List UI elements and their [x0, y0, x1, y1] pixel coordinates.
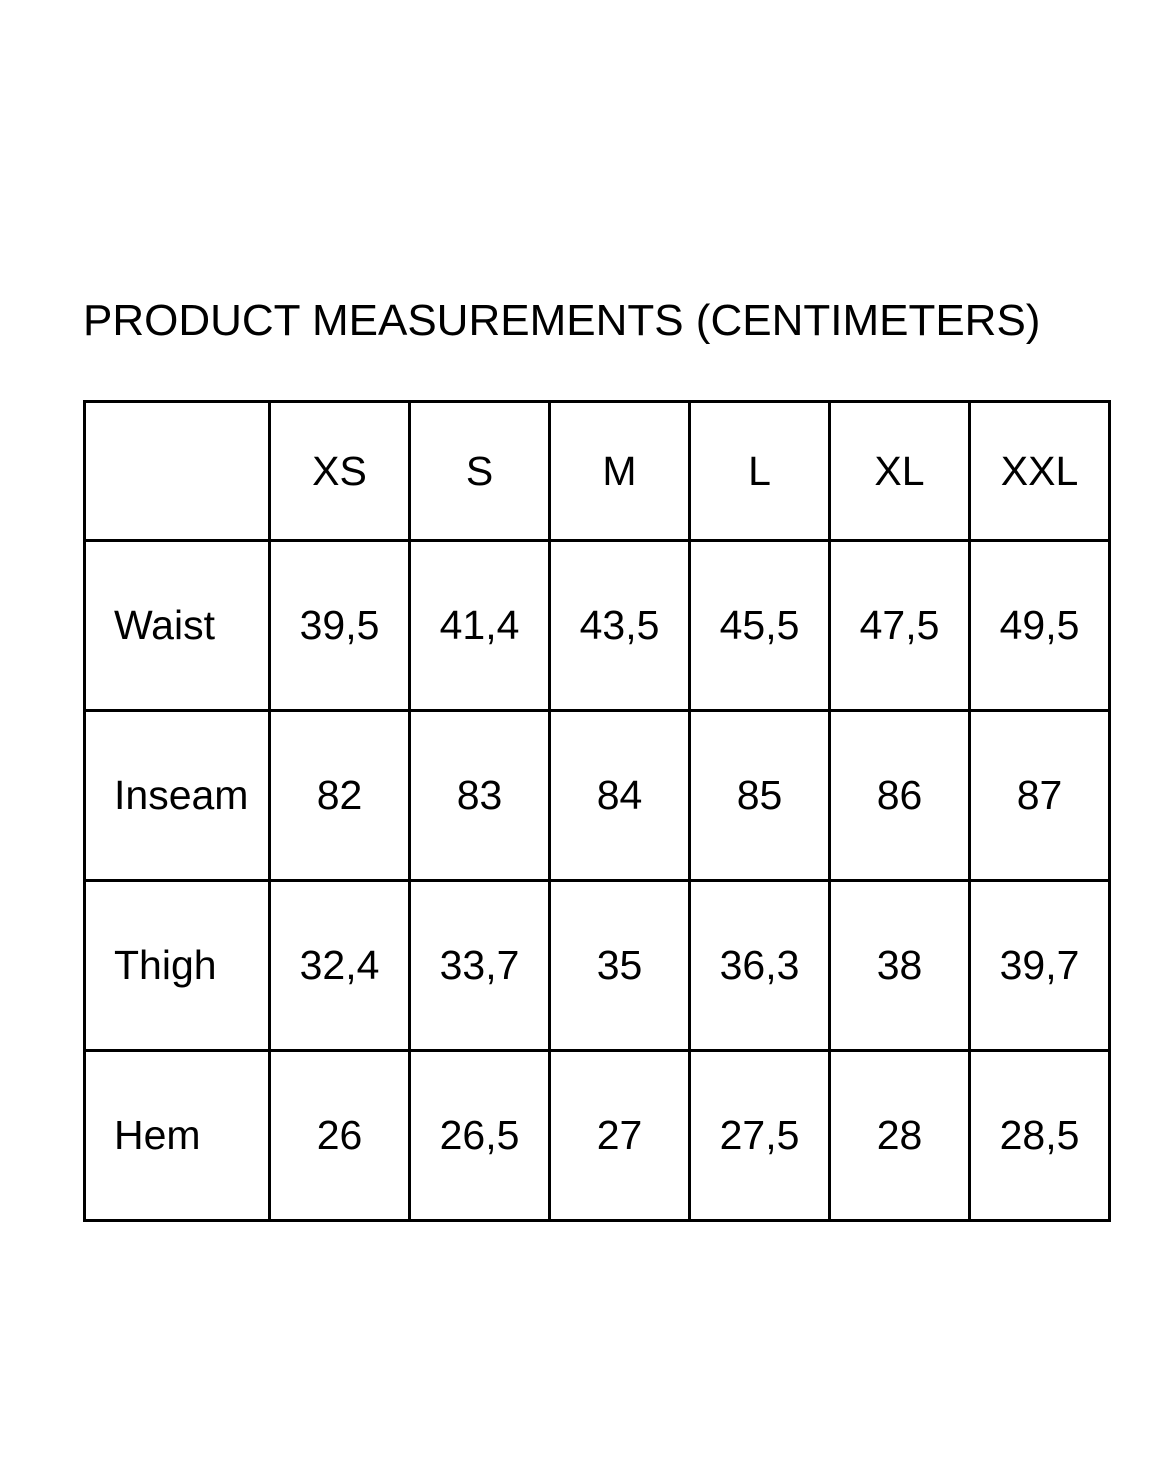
measurement-row-label: Thigh — [85, 881, 270, 1051]
measurement-value-cell: 27 — [550, 1051, 690, 1221]
table-header-row — [85, 402, 1110, 541]
measurement-value-cell: 84 — [550, 711, 690, 881]
size-column-header-xl: XL — [830, 402, 970, 541]
measurement-value-cell: 36,3 — [690, 881, 830, 1051]
measurement-value-cell: 85 — [690, 711, 830, 881]
measurement-value-cell: 26,5 — [410, 1051, 550, 1221]
measurement-value-cell: 47,5 — [830, 541, 970, 711]
measurement-value-cell: 45,5 — [690, 541, 830, 711]
size-column-header-m: M — [550, 402, 690, 541]
table-row-waist — [85, 541, 1110, 711]
table-row-hem — [85, 1051, 1110, 1221]
measurement-value-cell: 26 — [270, 1051, 410, 1221]
measurement-value-cell: 49,5 — [970, 541, 1110, 711]
measurement-row-label: Inseam — [85, 711, 270, 881]
table-row-thigh — [85, 881, 1110, 1051]
measurement-value-cell: 35 — [550, 881, 690, 1051]
measurement-value-cell: 43,5 — [550, 541, 690, 711]
measurement-value-cell: 82 — [270, 711, 410, 881]
measurement-value-cell: 28,5 — [970, 1051, 1110, 1221]
table-row-inseam — [85, 711, 1110, 881]
measurement-row-label: Waist — [85, 541, 270, 711]
measurement-row-label: Hem — [85, 1051, 270, 1221]
measurement-value-cell: 83 — [410, 711, 550, 881]
measurement-value-cell: 33,7 — [410, 881, 550, 1051]
measurement-value-cell: 86 — [830, 711, 970, 881]
corner-cell — [85, 402, 270, 541]
measurement-value-cell: 27,5 — [690, 1051, 830, 1221]
page-title: PRODUCT MEASUREMENTS (CENTIMETERS) — [83, 296, 1041, 345]
size-column-header-s: S — [410, 402, 550, 541]
size-column-header-xxl: XXL — [970, 402, 1110, 541]
measurement-value-cell: 39,5 — [270, 541, 410, 711]
measurement-value-cell: 38 — [830, 881, 970, 1051]
measurement-value-cell: 41,4 — [410, 541, 550, 711]
measurements-table — [83, 400, 1111, 1222]
size-column-header-xs: XS — [270, 402, 410, 541]
measurement-value-cell: 87 — [970, 711, 1110, 881]
measurement-value-cell: 32,4 — [270, 881, 410, 1051]
measurement-value-cell: 39,7 — [970, 881, 1110, 1051]
measurement-value-cell: 28 — [830, 1051, 970, 1221]
size-column-header-l: L — [690, 402, 830, 541]
